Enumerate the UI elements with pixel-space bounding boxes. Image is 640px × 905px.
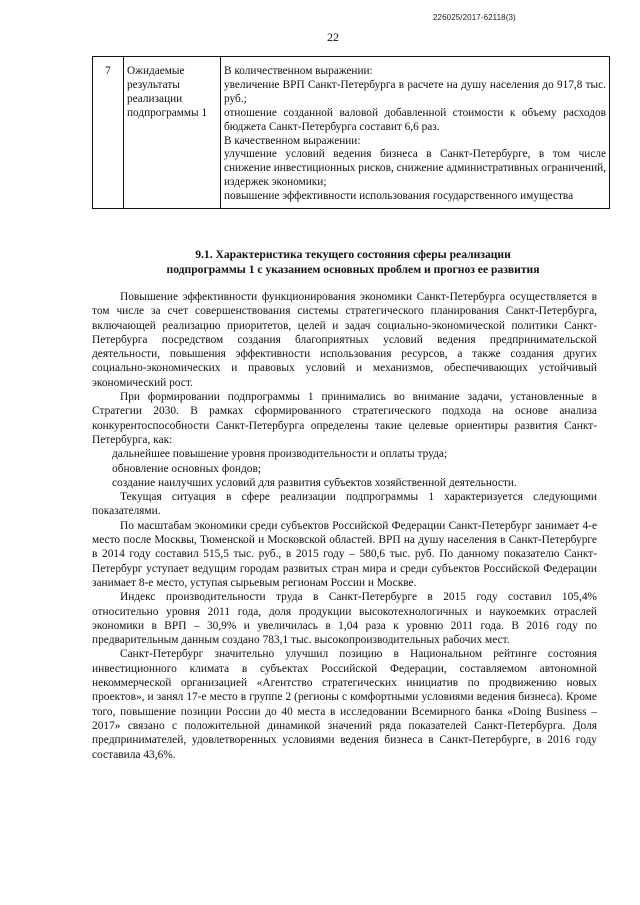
result-line: повышение эффективности использования государственного имущества: [224, 190, 574, 203]
document-registration-number: 226025/2017-62118(3): [433, 13, 516, 22]
paragraph: При формировании подпрограммы 1 принимались во внимание задачи, установленные в Стратегии 2030. В рамках сформированного стратегического подхода на основе анализа конкурентоспособности Санкт-Петербурга определены такие целевые ориентиры развития Санкт-Петербурга, как:: [92, 391, 597, 446]
paragraph: По масштабам экономики среди субъектов Российской Федерации Санкт-Петербург занимает 4-е место после Москвы, Тюменской и Московской областей. ВРП на душу населения в Санкт-Петербурге в 2014 году составил 515,5 тыс. руб., в 2015 году – 580,6 тыс. руб. По данному показателю Санкт-Петербург уступает ведущим городам развитых стран мира и среди субъектов Российской Федерации занимает 8-е место, уступая сырьевым регионам России и Москве.: [92, 519, 597, 589]
list-item: создание наилучших условий для развития субъектов хозяйственной деятельности.: [112, 476, 517, 489]
result-line: В количественном выражении:: [224, 65, 373, 77]
section-heading-line: подпрограммы 1 с указанием основных проблем и прогноз ее развития: [166, 262, 540, 276]
result-line: улучшение условий ведения бизнеса в Санкт-Петербурге, в том числе снижение инвестиционных рисков, снижение административных ограничений, издержек экономики;: [224, 148, 606, 189]
table-row: [93, 57, 610, 209]
row-number: 7: [93, 57, 124, 209]
section-heading-line: 9.1. Характеристика текущего состояния сферы реализации: [195, 248, 511, 261]
list-item: обновление основных фондов;: [112, 462, 262, 475]
result-line: В качественном выражении:: [224, 134, 361, 147]
section-body: [92, 290, 597, 762]
page-number: 22: [327, 30, 339, 44]
paragraph: Повышение эффективности функционирования экономики Санкт-Петербурга осуществляется в том числе за счет совершенствования системы стратегического планирования Санкт-Петербурга, включающей реализацию приоритетов, целей и задач социально-экономической политики Санкт-Петербурга посредством создания благоприятных условий ведения предпринимательской деятельности, повышения эффективности использования ресурсов, а также создания других социально-экономических и правовых условий и механизмов, обеспечивающих устойчивый экономический рост.: [92, 291, 597, 389]
section-heading: [118, 248, 588, 277]
row-title: Ожидаемые результаты реализации подпрограммы 1: [124, 57, 221, 209]
result-line: отношение созданной валовой добавленной стоимости к объему расходов бюджета Санкт-Петербурга составит 6,6 раз.: [224, 106, 606, 133]
paragraph: Текущая ситуация в сфере реализации подпрограммы 1 характеризуется следующими показателями.: [92, 491, 597, 518]
paragraph: Индекс производительности труда в Санкт-Петербурге в 2015 году составил 105,4% относительно уровня 2011 года, доля продукции высокотехнологичных и наукоемких отраслей экономики в ВРП – 30,9% и увеличилась в 1,04 раза к уровню 2011 года. В 2016 году по предварительным данным создано 783,1 тыс. высокопроизводительных рабочих мест.: [92, 591, 597, 647]
list-item: дальнейшее повышение уровня производительности и оплаты труда;: [112, 448, 448, 461]
paragraph: Санкт-Петербург значительно улучшил позицию в Национальном рейтинге состояния инвестиционного климата в субъектах Российской Федерации, составляемом автономной некоммерческой организацией «Агентство стратегических инициатив по продвижению новых проектов», и занял 17-е место в группе 2 (регионы с комфортными условиями ведения бизнеса). Кроме того, повышение позиции России до 40 места в исследовании Всемирного банка «Doing Business – 2017» связано с положительной динамикой значений ряда показателей Санкт-Петербурга. Доля предпринимателей, удовлетворенных условиями ведения бизнеса в Санкт-Петербурге, в 2016 году составила 43,6%.: [92, 648, 597, 761]
expected-results-table: [92, 56, 610, 209]
row-value-cell: [221, 57, 610, 209]
result-line: увеличение ВРП Санкт-Петербурга в расчете на душу населения до 917,8 тыс. руб.;: [224, 78, 606, 105]
